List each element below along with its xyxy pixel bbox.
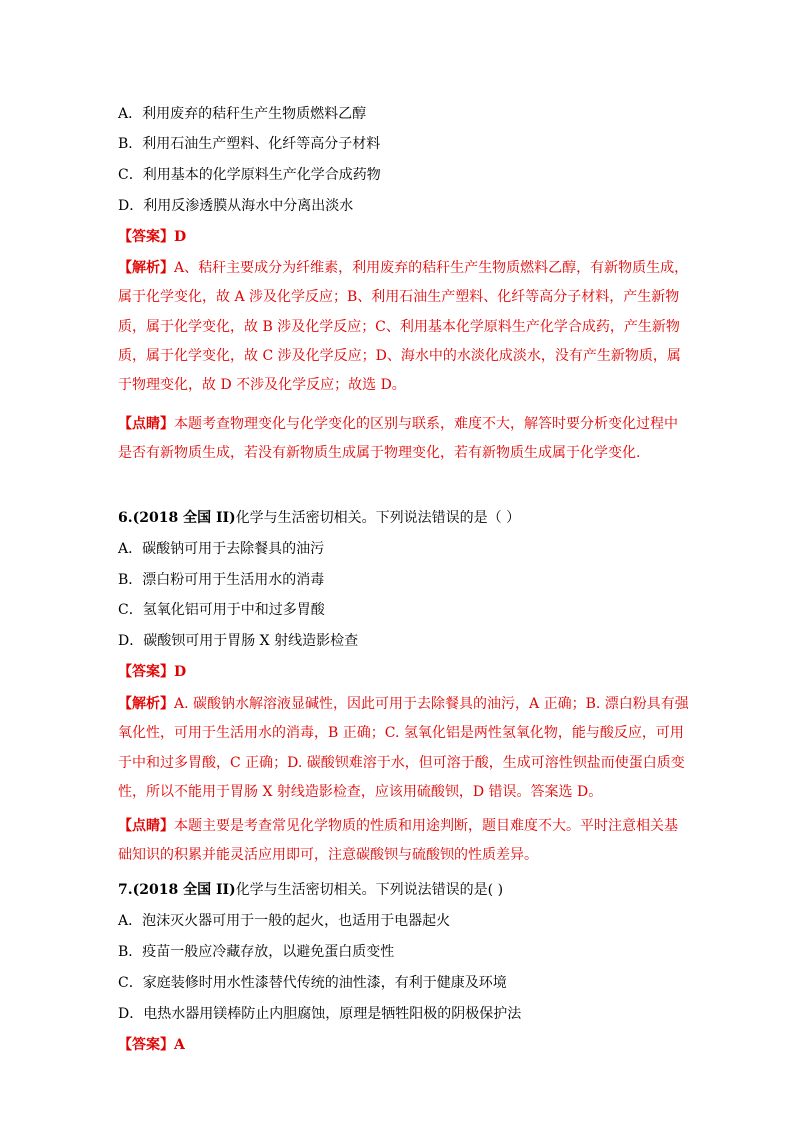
question-source: (2018 全国 II): [132, 882, 236, 898]
answer-value: D: [174, 664, 187, 680]
answer-label: 【答案】: [118, 229, 174, 245]
answer-value: D: [174, 229, 187, 245]
comment-paragraph: [118, 410, 690, 469]
analysis-text: A、秸秆主要成分为纤维素，利用废弃的秸秆生产生物质燃料乙醇，有新物质生成，属于化学变化，故 A 涉及化学反应；B、利用石油生产塑料、化纤等高分子材料，产生新物质，属于化学变化，故 B 涉及化学反应；C、利用基本化学原料生产化学合成药，产生新物质，属于化学变化，故 C 涉及化学反应；D、海水中的水淡化成淡水，没有产生新物质，属于物理变化，故 D 不涉及化学反应；故选 D。: [118, 260, 689, 394]
answer-line: [118, 1035, 688, 1055]
comment-text: 本题考查物理变化与化学变化的区别与联系，难度不大，解答时要分析变化过程中是否有新物质生成，若没有新物质生成属于物理变化，若有新物质生成属于化学变化.: [118, 416, 678, 462]
option-a: A．利用废弃的秸秆生产生物质燃料乙醇: [118, 106, 367, 122]
question-number: 7.: [118, 882, 133, 898]
comment-paragraph: [118, 812, 690, 871]
answer-label: 【答案】: [118, 1037, 174, 1053]
question-number: 6.: [118, 510, 133, 526]
option-c: C．氢氧化铝可用于中和过多胃酸: [118, 602, 325, 618]
answer-value: A: [174, 1037, 185, 1053]
analysis-paragraph: [118, 254, 690, 400]
analysis-paragraph: [118, 690, 690, 807]
answer-label: 【答案】: [118, 664, 174, 680]
option-d: D．碳酸钡可用于胃肠 X 射线造影检查: [118, 633, 359, 649]
option-b: B．疫苗一般应冷藏存放，以避免蛋白质变性: [118, 944, 395, 960]
analysis-label: 【解析】: [118, 260, 174, 276]
option-c: C．家庭装修时用水性漆替代传统的油性漆，有利于健康及环境: [118, 975, 507, 991]
answer-line: [118, 662, 688, 682]
option-b: B．利用石油生产塑料、化纤等高分子材料: [118, 136, 381, 152]
question-text: 化学与生活密切相关。下列说法错误的是( ): [235, 882, 504, 898]
option-a: A．泡沫灭火器可用于一般的起火，也适用于电器起火: [118, 913, 451, 929]
analysis-text: A. 碳酸钠水解溶液显碱性，因此可用于去除餐具的油污，A 正确；B. 漂白粉具有强氧化性，可用于生活用水的消毒，B 正确；C. 氢氧化铝是两性氢氧化物，能与酸反应，可用于中和过多胃酸，C 正确；D. 碳酸钡难溶于水，但可溶于酸，生成可溶性钡盐而使蛋白质变性，所以不能用于胃肠 X 射线造影检查，应该用硫酸钡，D 错误。答案选 D。: [118, 696, 689, 800]
option-c: C．利用基本的化学原料生产化学合成药物: [118, 167, 381, 183]
question-text: 化学与生活密切相关。下列说法错误的是（ ）: [235, 510, 521, 526]
question-6-stem: [118, 508, 690, 528]
option-d: D．电热水器用镁棒防止内胆腐蚀，原理是牺牲阳极的阴极保护法: [118, 1006, 522, 1022]
option-b: B．漂白粉可用于生活用水的消毒: [118, 572, 325, 588]
question-7-stem: [118, 880, 690, 900]
option-d: D．利用反渗透膜从海水中分离出淡水: [118, 198, 354, 214]
comment-label: 【点睛】: [118, 818, 174, 834]
analysis-label: 【解析】: [118, 696, 174, 712]
comment-text: 本题主要是考查常见化学物质的性质和用途判断，题目难度不大。平时注意相关基础知识的积累并能灵活应用即可，注意碳酸钡与硫酸钡的性质差异。: [118, 818, 678, 864]
option-a: A．碳酸钠可用于去除餐具的油污: [118, 541, 325, 557]
answer-line: [118, 227, 688, 247]
question-source: (2018 全国 II): [132, 510, 236, 526]
comment-label: 【点睛】: [118, 416, 174, 432]
